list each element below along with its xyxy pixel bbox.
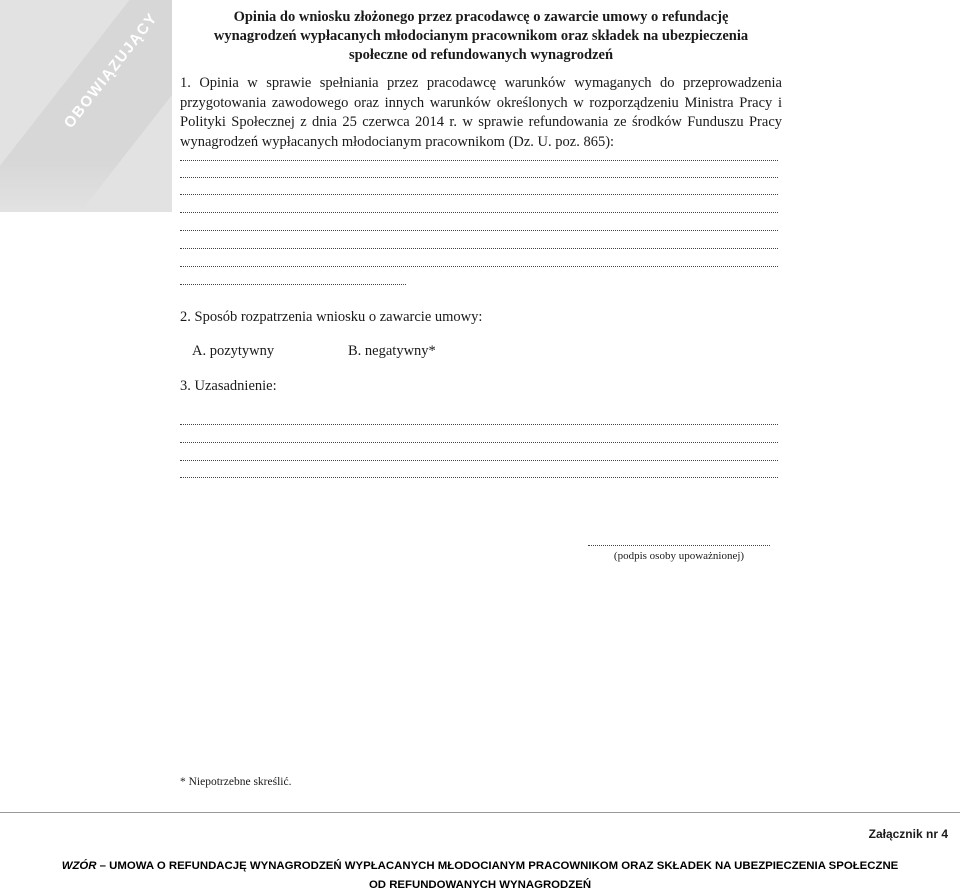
footer-prefix: WZÓR: [61, 860, 97, 872]
option-negative: B. negatywny*: [348, 343, 436, 359]
footer-line-1: – UMOWA O REFUNDACJĘ WYNAGRODZEŃ WYPŁACANYCH MŁODOCIANYM PRACOWNIKOM ORAZ SKŁADEK NA UBEZPIECZENIA SPOŁECZNE: [96, 860, 899, 872]
section-1-text: 1. Opinia w sprawie spełniania przez pracodawcę warunków wymaganych do przeprowadzenia przygotowania zawodowego oraz innych warunków określonych w rozporządzeniu Ministra Pracy i Polityki Społecznej z dnia 25 czerwca 2014 r. w sprawie refundowania ze środków Funduszu Pracy wynagrodzeń wypłacanych młodocianym pracownikom (Dz. U. poz. 865):: [180, 75, 782, 150]
document-title: [180, 8, 782, 65]
fill-line: [180, 424, 778, 425]
fill-line: [180, 442, 778, 443]
watermark-text: OBOWIĄZUJĄCY: [60, 9, 162, 132]
watermark-corner-stamp: [0, 0, 172, 212]
section-2-text: 2. Sposób rozpatrzenia wniosku o zawarcie umowy:: [180, 309, 483, 325]
title-line-1: Opinia do wniosku złożonego przez pracodawcę o zawarcie umowy o refundację: [233, 9, 729, 25]
attachment-label: Załącznik nr 4: [868, 827, 948, 841]
fill-line: [180, 284, 406, 285]
fill-line: [180, 460, 778, 461]
footer-title: [0, 857, 960, 892]
fill-line: [180, 248, 778, 249]
option-positive: A. pozytywny: [192, 343, 275, 359]
footnote: * Niepotrzebne skreślić.: [180, 776, 292, 788]
fill-line: [180, 212, 778, 213]
signature-caption: (podpis osoby upoważnionej): [613, 550, 745, 562]
signature-line: [588, 545, 770, 546]
fill-line: [180, 230, 778, 231]
fill-line: [180, 160, 778, 161]
title-line-3: społeczne od refundowanych wynagrodzeń: [348, 47, 614, 63]
fill-line: [180, 477, 778, 478]
fill-line: [180, 194, 778, 195]
fill-line: [180, 177, 778, 178]
section-3-text: 3. Uzasadnienie:: [180, 378, 277, 394]
title-line-2: wynagrodzeń wypłacanych młodocianym pracownikom oraz składek na ubezpieczenia: [213, 28, 749, 44]
fill-line: [180, 266, 778, 267]
footer-line-2: OD REFUNDOWANYCH WYNAGRODZEŃ: [368, 879, 592, 891]
page-divider: [0, 812, 960, 813]
